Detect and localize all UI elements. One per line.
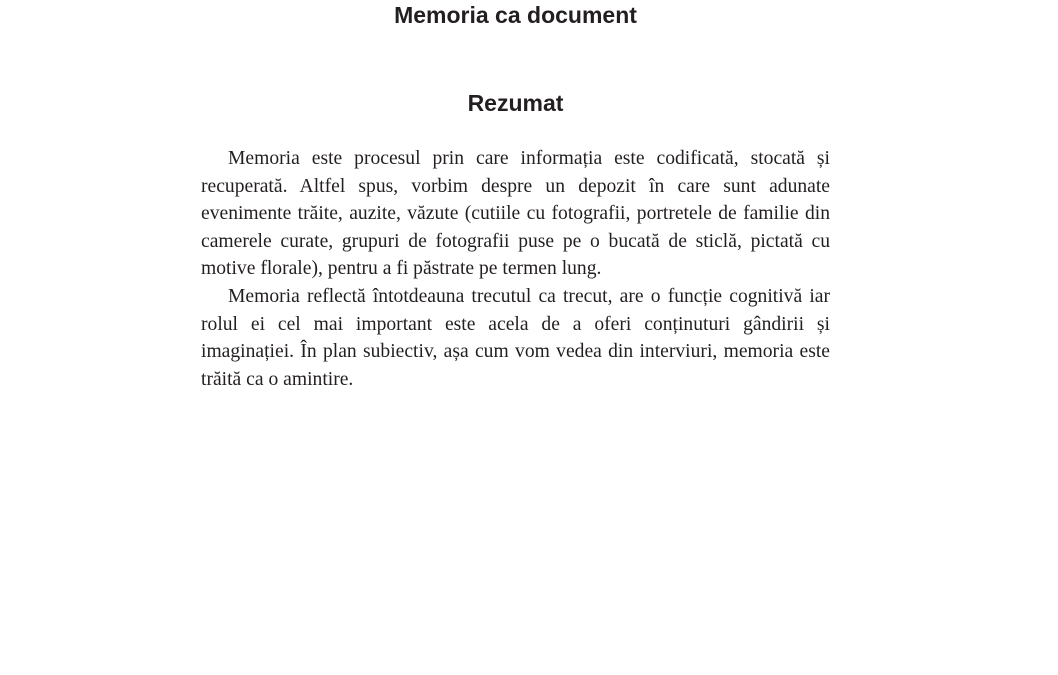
abstract-paragraph-2: Memoria reflectă întotdeauna trecutul ca trecut, are o funcție cognitivă iar rolul ei cel mai important este acela de a oferi conținuturi gândirii și imaginației. În plan subiectiv, așa cum vom vedea din interviuri, memoria este trăită ca o amintire. [201,285,830,390]
section-heading-rezumat: Rezumat [467,90,564,116]
document-title: Memoria ca document [394,2,637,28]
abstract-paragraph-1: Memoria este procesul prin care informația este codificată, stocată și recuperată. Altfel spus, vorbim despre un depozit în care sunt adunate evenimente trăite, auzite, văzute (cutiile cu fotografii, portretele de familie din camerele curate, grupuri de fotografii puse pe o bucată de sticlă, pictată cu motive florale), pentru a fi păstrate pe termen lung. [201,148,830,280]
abstract-body [201,145,830,393]
